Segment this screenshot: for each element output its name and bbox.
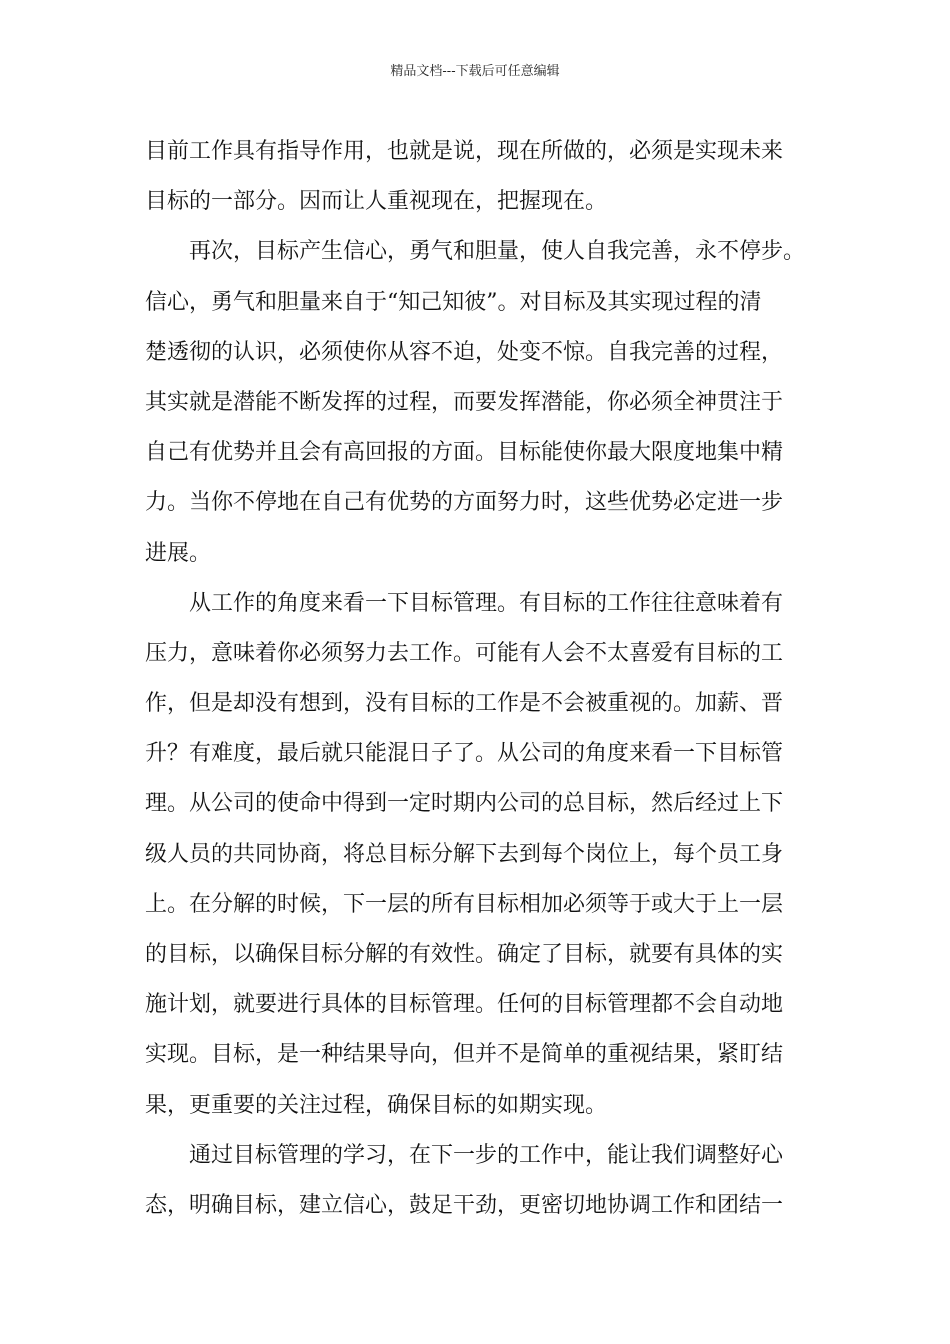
text-line: 施计划，就要进行具体的目标管理。任何的目标管理都不会自动地 bbox=[145, 992, 784, 1018]
text-line: 再次，目标产生信心，勇气和胆量，使人自我完善，永不停步。 bbox=[145, 239, 806, 265]
text-line: 自己有优势并且会有高回报的方面。目标能使你最大限度地集中精 bbox=[145, 440, 784, 466]
text-line: 实现。目标，是一种结果导向，但并不是简单的重视结果，紧盯结 bbox=[145, 1042, 784, 1068]
text-line: 级人员的共同协商，将总目标分解下去到每个岗位上，每个员工身 bbox=[145, 841, 784, 867]
text-line: 通过目标管理的学习，在下一步的工作中，能让我们调整好心 bbox=[145, 1142, 784, 1168]
text-line: 进展。 bbox=[145, 540, 212, 566]
text-line: 楚透彻的认识，必须使你从容不迫，处变不惊。自我完善的过程， bbox=[145, 339, 784, 365]
text-line: 果，更重要的关注过程，确保目标的如期实现。 bbox=[145, 1092, 608, 1118]
text-line: 上。在分解的时候，下一层的所有目标相加必须等于或大于上一层 bbox=[145, 891, 784, 917]
text-line: 压力，意味着你必须努力去工作。可能有人会不太喜爱有目标的工 bbox=[145, 640, 784, 666]
text-line: 力。当你不停地在自己有优势的方面努力时，这些优势必定进一步 bbox=[145, 490, 784, 516]
page-header: 精品文档---下载后可任意编辑 bbox=[390, 64, 560, 79]
text-line: 升？有难度，最后就只能混日子了。从公司的角度来看一下目标管 bbox=[145, 741, 784, 767]
document-body bbox=[145, 127, 810, 1231]
text-line: 理。从公司的使命中得到一定时期内公司的总目标，然后经过上下 bbox=[145, 791, 784, 817]
text-line: 信心，勇气和胆量来自于“知己知彼”。对目标及其实现过程的清 bbox=[145, 289, 762, 315]
text-line: 作，但是却没有想到，没有目标的工作是不会被重视的。加薪、晋 bbox=[145, 691, 784, 717]
text-line: 目标的一部分。因而让人重视现在，把握现在。 bbox=[145, 189, 608, 215]
text-line: 其实就是潜能不断发挥的过程，而要发挥潜能，你必须全神贯注于 bbox=[145, 389, 784, 415]
text-line: 从工作的角度来看一下目标管理。有目标的工作往往意味着有 bbox=[145, 590, 784, 616]
text-line: 的目标，以确保目标分解的有效性。确定了目标，就要有具体的实 bbox=[145, 942, 784, 967]
text-line: 态，明确目标，建立信心，鼓足干劲，更密切地协调工作和团结一 bbox=[145, 1192, 784, 1218]
text-line: 目前工作具有指导作用，也就是说，现在所做的，必须是实现未来 bbox=[145, 139, 784, 164]
